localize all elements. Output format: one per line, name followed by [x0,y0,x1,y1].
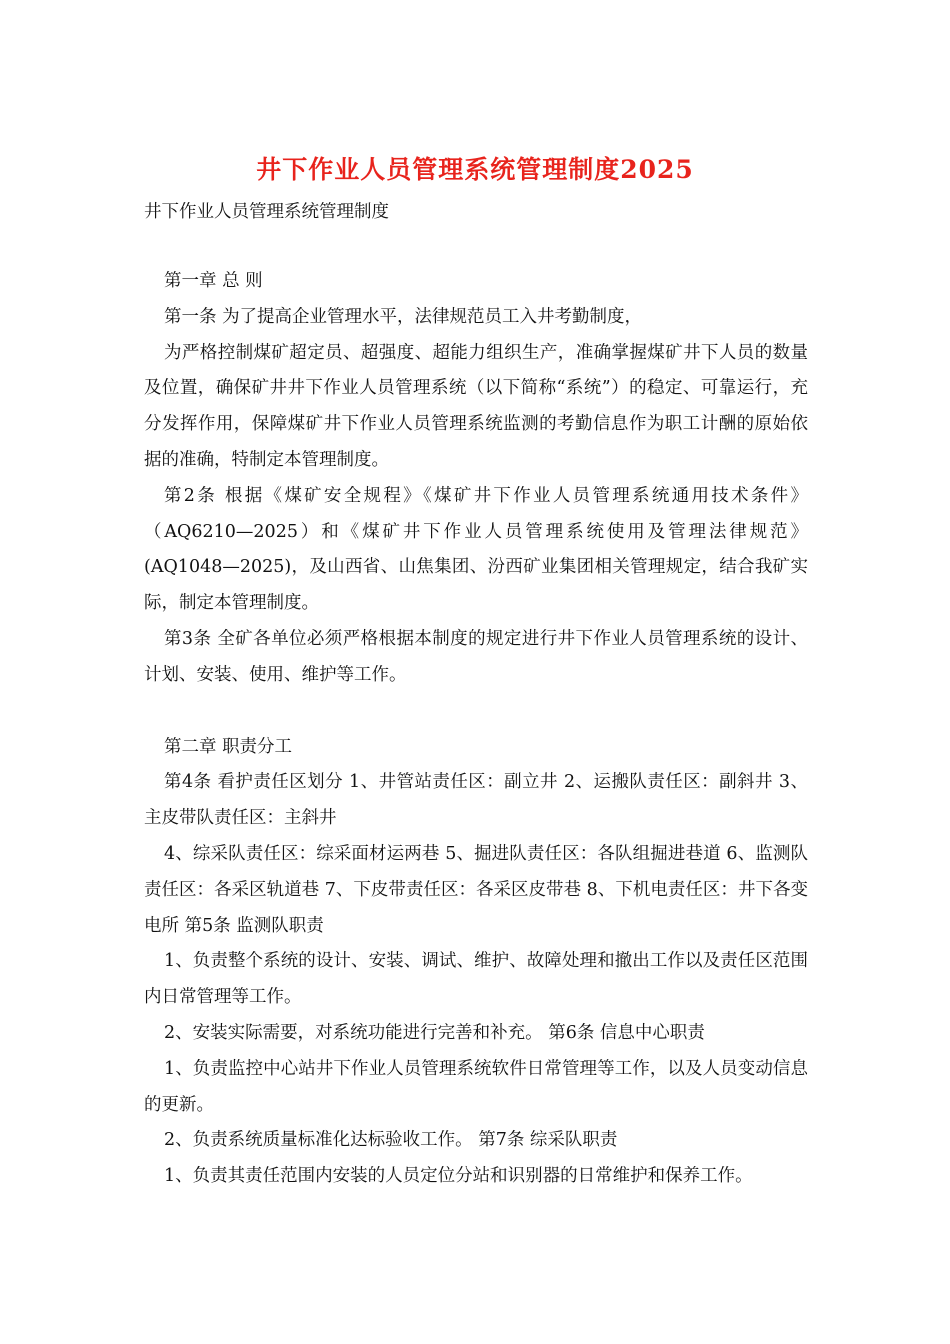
document-body [144,264,808,1195]
paragraph: 第一条 为了提高企业管理水平，法律规范员工入井考勤制度， [164,306,643,327]
chapter-heading: 第二章 职责分工 [164,736,293,757]
paragraph: 2、负责系统质量标准化达标验收工作。 第7条 综采队职责 [164,1130,618,1151]
paragraph: 4、综采队责任区：综采面材运两巷 5、掘进队责任区：各队组掘进巷道 6、监测队责任区：各采区轨道巷 7、下皮带责任区：各采区皮带巷 8、下机电责任区：井下各变电所 第5条 监测队职责 [144,843,808,936]
document-subtitle: 井下作业人员管理系统管理制度 [144,202,389,222]
paragraph: 第3条 全矿各单位必须严格根据本制度的规定进行井下作业人员管理系统的设计、计划、安装、使用、维护等工作。 [144,628,808,685]
paragraph: 第2条 根据《煤矿安全规程》《煤矿井下作业人员管理系统通用技术条件》（AQ6210—2025）和《煤矿井下作业人员管理系统使用及管理法律规范》(AQ1048—2025)，及山西省、山焦集团、汾西矿业集团相关管理规定，结合我矿实际，制定本管理制度。 [144,485,808,614]
section-spacer [144,694,808,730]
paragraph: 2、安装实际需要，对系统功能进行完善和补充。 第6条 信息中心职责 [164,1022,705,1043]
paragraph: 1、负责其责任范围内安装的人员定位分站和识别器的日常维护和保养工作。 [164,1166,753,1187]
paragraph: 为严格控制煤矿超定员、超强度、超能力组织生产，准确掌握煤矿井下人员的数量及位置，确保矿井井下作业人员管理系统（以下简称“系统”）的稳定、可靠运行，充分发挥作用，保障煤矿井下作业人员管理系统监测的考勤信息作为职工计酬的原始依据的准确，特制定本管理制度。 [144,342,808,470]
paragraph: 1、负责整个系统的设计、安装、调试、维护、故障处理和撤出工作以及责任区范围内日常管理等工作。 [144,951,808,1008]
chapter-heading: 第一章 总 则 [164,271,263,291]
paragraph: 第4条 看护责任区划分 1、井管站责任区：副立井 2、运搬队责任区：副斜井 3、主皮带队责任区：主斜井 [144,772,808,829]
document-title: 井下作业人员管理系统管理制度2025 [256,155,694,184]
paragraph: 1、负责监控中心站井下作业人员管理系统软件日常管理等工作，以及人员变动信息的更新。 [144,1058,808,1115]
